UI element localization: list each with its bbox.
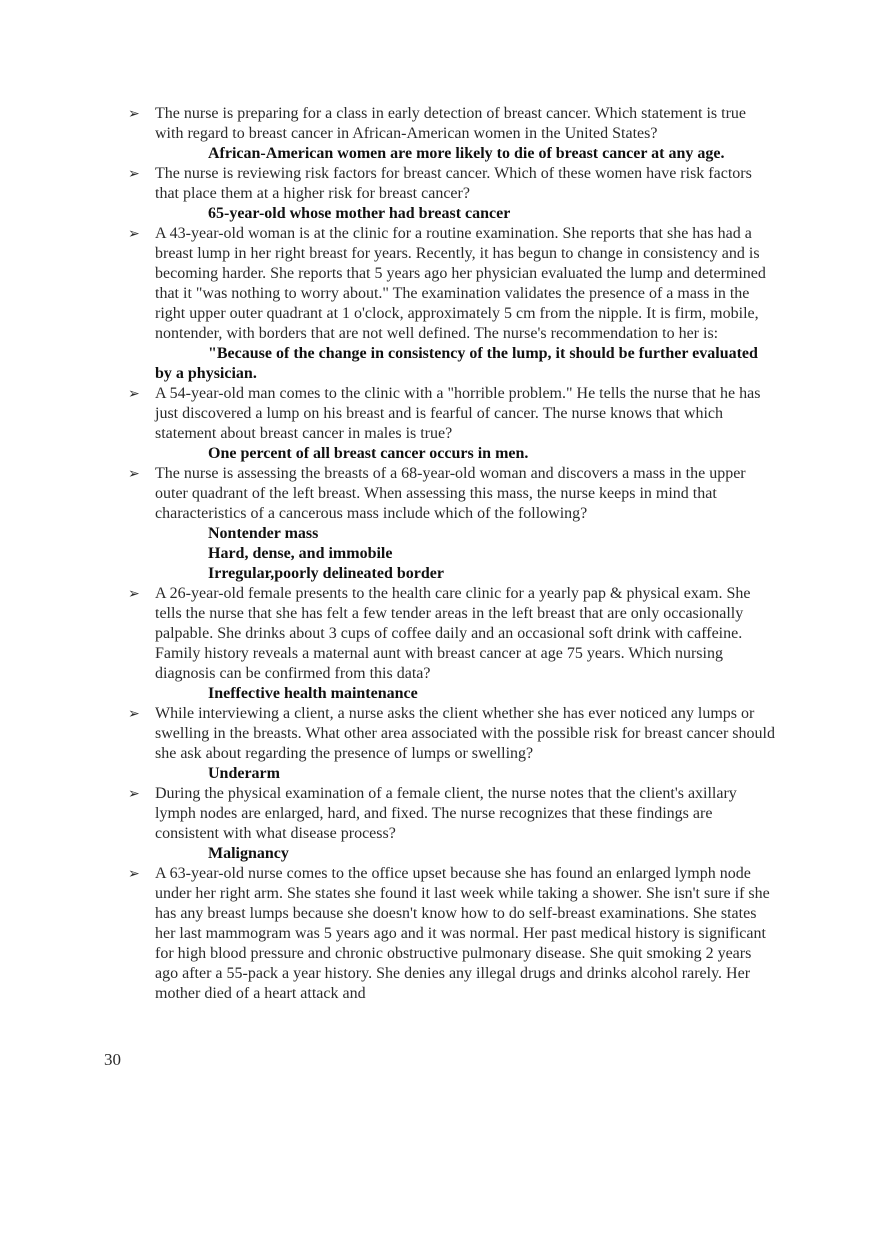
- question-item: [128, 584, 776, 684]
- answer-text: One percent of all breast cancer occurs in men.: [208, 445, 529, 462]
- question-text: A 26-year-old female presents to the health care clinic for a yearly pap & physical exam. She tells the nurse that she has felt a few tender areas in the left breast that are only occasionally palpable. She drinks about 3 cups of coffee daily and an occasional soft drink with caffeine. Family history reveals a maternal aunt with breast cancer at age 75 years. Which nursing diagnosis can be confirmed from this data?: [155, 585, 751, 682]
- answer-text: Irregular,poorly delineated border: [208, 565, 444, 582]
- question-text: The nurse is assessing the breasts of a 68-year-old woman and discovers a mass in the upper outer quadrant of the left breast. When assessing this mass, the nurse keeps in mind that characteristics of a cancerous mass include which of the following?: [155, 465, 746, 522]
- question-text: During the physical examination of a female client, the nurse notes that the client's axillary lymph nodes are enlarged, hard, and fixed. The nurse recognizes that these findings are consistent with what disease process?: [155, 785, 737, 842]
- arrow-bullet-icon: ➢: [128, 706, 140, 722]
- answer-text: Malignancy: [208, 845, 289, 862]
- question-text: The nurse is reviewing risk factors for breast cancer. Which of these women have risk factors that place them at a higher risk for breast cancer?: [155, 165, 752, 202]
- arrow-bullet-icon: ➢: [128, 106, 140, 122]
- answer-text: Ineffective health maintenance: [208, 685, 418, 702]
- question-item: [128, 464, 776, 524]
- arrow-bullet-icon: ➢: [128, 226, 140, 242]
- question-text: While interviewing a client, a nurse asks the client whether she has ever noticed any lumps or swelling in the breasts. What other area associated with the possible risk for breast cancer should she ask about regarding the presence of lumps or swelling?: [155, 705, 775, 762]
- arrow-bullet-icon: ➢: [128, 866, 140, 882]
- answer-text: Underarm: [208, 765, 280, 782]
- arrow-bullet-icon: ➢: [128, 466, 140, 482]
- answer-text: Nontender mass: [208, 525, 319, 542]
- arrow-bullet-icon: ➢: [128, 386, 140, 402]
- question-list: [128, 104, 776, 1004]
- question-item: [128, 224, 776, 344]
- answer-text: 65-year-old whose mother had breast cancer: [208, 205, 511, 222]
- question-item: [128, 104, 776, 144]
- question-text: The nurse is preparing for a class in early detection of breast cancer. Which statement is true with regard to breast cancer in African-American women in the United States?: [155, 105, 747, 142]
- question-text: A 54-year-old man comes to the clinic with a "horrible problem." He tells the nurse that he has just discovered a lump on his breast and is fearful of cancer. The nurse knows that which statement about breast cancer in males is true?: [155, 385, 761, 442]
- question-item: [128, 784, 776, 844]
- arrow-bullet-icon: ➢: [128, 786, 140, 802]
- question-text: A 43-year-old woman is at the clinic for a routine examination. She reports that she has had a breast lump in her right breast for years. Recently, it has begun to change in consistency and is becoming harder. She reports that 5 years ago her physician evaluated the lump and determined that it "was nothing to worry about." The examination validates the presence of a mass in the right upper outer quadrant at 1 o'clock, approximately 5 cm from the nipple. It is firm, mobile, nontender, with borders that are not well defined. The nurse's recommendation to her is:: [155, 225, 766, 342]
- answer-text: Hard, dense, and immobile: [208, 545, 393, 562]
- question-item: [128, 164, 776, 204]
- arrow-bullet-icon: ➢: [128, 166, 140, 182]
- question-item: [128, 864, 776, 1004]
- question-text: A 63-year-old nurse comes to the office upset because she has found an enlarged lymph node under her right arm. She states she found it last week while taking a shower. She isn't sure if she has any breast lumps because she doesn't know how to do self-breast examinations. She states her last mammogram was 5 years ago and it was normal. Her past medical history is significant for high blood pressure and chronic obstructive pulmonary disease. She quit smoking 2 years ago after a 55-pack a year history. She denies any illegal drugs and drinks alcohol rarely. Her mother died of a heart attack and: [155, 865, 770, 1002]
- answer-text: "Because of the change in consistency of the lump, it should be further evaluated by a physician.: [155, 345, 758, 382]
- answer-text: African-American women are more likely to die of breast cancer at any age.: [208, 145, 725, 162]
- question-item: [128, 384, 776, 444]
- arrow-bullet-icon: ➢: [128, 586, 140, 602]
- page-number: 30: [104, 1050, 121, 1069]
- question-item: [128, 704, 776, 764]
